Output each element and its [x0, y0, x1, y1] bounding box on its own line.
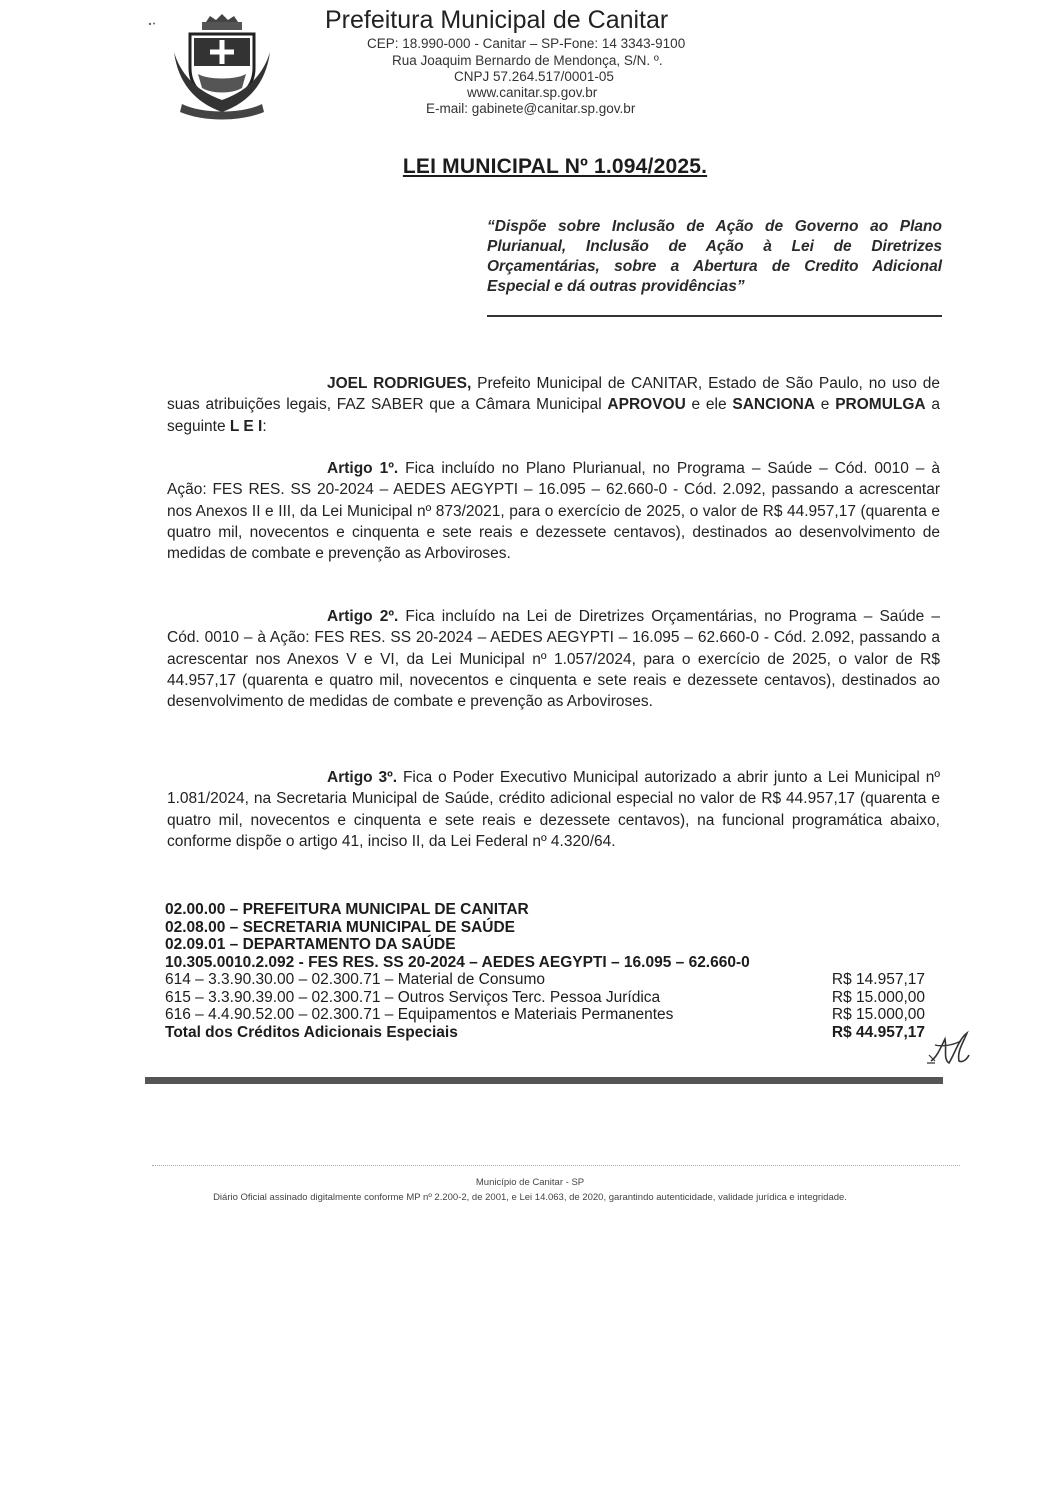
allocation-heading-secretaria: 02.08.00 – SECRETARIA MUNICIPAL DE SAÚDE [165, 918, 515, 936]
article-3-text: Fica o Poder Executivo Municipal autorizado a abrir junto a Lei Municipal nº 1.081/2024, na Secretaria Municipal de Saúde, crédito adicional especial no valor de R$ 44.957,17 (quarenta e quatro mil, novecentos e cinquenta e sete reais e dezessete centavos), na funcional programática abaixo, conforme dispõe o artigo 41, inciso II, da Lei Federal nº 4.320/64. [167, 769, 940, 850]
allocation-row-amount: R$ 14.957,17 [831, 971, 925, 988]
scan-speck [148, 22, 156, 26]
article-2 [167, 606, 940, 712]
intro-sanctions: SANCIONA [732, 396, 816, 414]
article-3 [167, 767, 940, 852]
law-title [0, 155, 1060, 179]
intro-promulgates: PROMULGA [835, 396, 926, 414]
article-2-label: Artigo 2º. [327, 608, 399, 625]
footer-municipality: Município de Canitar - SP [475, 1177, 585, 1188]
mayor-name: JOEL RODRIGUES, [327, 375, 472, 392]
article-1-label: Artigo 1º. [327, 460, 399, 477]
contact-website: www.canitar.sp.gov.br [467, 85, 598, 100]
allocation-heading-prefeitura: 02.00.00 – PREFEITURA MUNICIPAL DE CANITAR [165, 901, 529, 918]
intro-text-5: : [262, 417, 267, 435]
contact-cnpj: CNPJ 57.264.517/0001-05 [454, 69, 614, 84]
intro-text-1: Prefeito Municipal de CANITAR, Estado de São Paulo, no uso de suas atribuições legais, FAZ SABER que a Câmara Municipal [167, 375, 940, 414]
footer-legal-notice: Diário Oficial assinado digitalmente conforme MP nº 2.200-2, de 2001, e Lei 14.063, de 2020, garantindo autenticidade, validade jurídica e integridade. [213, 1192, 847, 1203]
article-1 [167, 458, 940, 564]
footer-divider [152, 1165, 960, 1166]
allocation-heading-funcional: 10.305.0010.2.092 - FES RES. SS 20-2024 – AEDES AEGYPTI – 16.095 – 62.660-0 [165, 953, 750, 971]
allocation-row-desc: 616 – 4.4.90.52.00 – 02.300.71 – Equipamentos e Materiais Permanentes [165, 1006, 674, 1023]
intro-law-word: L E I [229, 417, 263, 435]
allocation-row-desc: 615 – 3.3.90.39.00 – 02.300.71 – Outros Serviços Terc. Pessoa Jurídica [165, 988, 661, 1006]
allocation-row-amount: R$ 15.000,00 [831, 1006, 925, 1023]
municipality-name: Prefeitura Municipal de Canitar [325, 6, 669, 34]
intro-approved: APROVOU [607, 396, 686, 414]
intro-text-2: e ele [685, 396, 733, 414]
allocation-heading-departamento: 02.09.01 – DEPARTAMENTO DA SAÚDE [165, 936, 456, 953]
intro-text-3: e [815, 396, 836, 414]
allocation-total-label: Total dos Créditos Adicionais Especiais [165, 1023, 458, 1041]
allocation-row-amount: R$ 15.000,00 [831, 988, 925, 1006]
allocation-total-amount: R$ 44.957,17 [831, 1023, 925, 1041]
article-3-label: Artigo 3º. [327, 769, 398, 786]
budget-allocation [165, 901, 925, 1041]
law-summary: “Dispõe sobre Inclusão de Ação de Governo ao Plano Plurianual, Inclusão de Ação à Lei de Diretrizes Orçamentárias, sobre a Abertura de Credito Adicional Especial e dá outras providências” [487, 218, 942, 295]
intro-paragraph [167, 373, 940, 437]
law-title-text: LEI MUNICIPAL Nº 1.094/2025. [402, 155, 708, 178]
contact-address: Rua Joaquim Bernardo de Mendonça, S/N. º. [392, 53, 663, 68]
allocation-total-row [165, 1024, 925, 1042]
allocation-row [165, 1006, 925, 1024]
contact-email: E-mail: gabinete@canitar.sp.gov.br [426, 101, 636, 116]
initials-signature [925, 1025, 973, 1070]
section-separator-bar [145, 1077, 943, 1084]
allocation-row [165, 989, 925, 1007]
contact-cep-phone: CEP: 18.990-000 - Canitar – SP-Fone: 14 3343-9100 [367, 36, 686, 51]
article-2-text: Fica incluído na Lei de Diretrizes Orçamentárias, no Programa – Saúde – Cód. 0010 – à Ação: FES RES. SS 20-2024 – AEDES AEGYPTI – 16.095 – 62.660-0 - Cód. 2.092, passando a acrescentar nos Anexos V e VI, da Lei Municipal nº 1.057/2024, para o exercício de 2025, o valor de R$ 44.957,17 (quarenta e quatro mil, novecentos e cinquenta e sete reais e dezessete centavos), destinados ao desenvolvimento de medidas de combate e prevenção as Arboviroses. [167, 608, 940, 711]
article-1-text: Fica incluído no Plano Plurianual, no Programa – Saúde – Cód. 0010 – à Ação: FES RES. SS 20-2024 – AEDES AEGYPTI – 16.095 – 62.660-0 - Cód. 2.092, passando a acrescentar nos Anexos II e III, da Lei Municipal nº 873/2021, para o exercício de 2025, o valor de R$ 44.957,17 (quarenta e quatro mil, novecentos e cinquenta e sete reais e dezessete centavos), destinados ao desenvolvimento de medidas de combate e prevenção as Arboviroses. [167, 460, 940, 563]
allocation-row-desc: 614 – 3.3.90.30.00 – 02.300.71 – Material de Consumo [165, 971, 546, 988]
intro-text-4: a seguinte [167, 396, 941, 435]
allocation-row [165, 971, 925, 989]
summary-underline [487, 315, 942, 317]
